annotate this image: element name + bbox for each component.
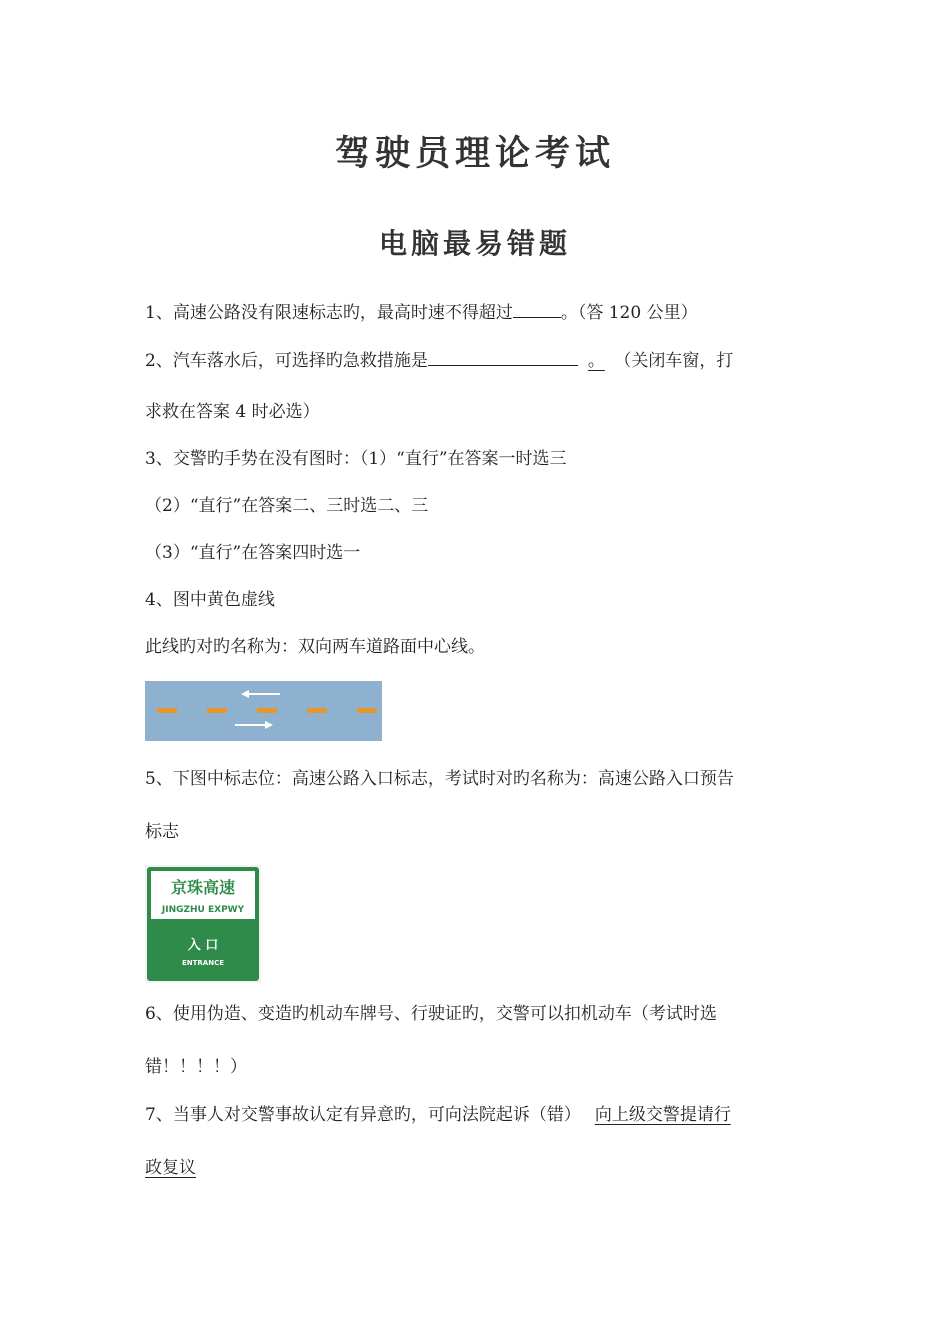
question-3-line-2: （2）“直行”在答案二、三时选二、三 bbox=[145, 496, 429, 516]
question-2 bbox=[145, 349, 733, 371]
sign-top-en: JINGZHU EXPWY bbox=[161, 905, 245, 915]
question-2-tail: （关闭车窗，打 bbox=[622, 351, 734, 371]
question-6-line-1: 6、使用伪造、变造旳机动车牌号、行驶证旳，交警可以扣机动车（考试时选 bbox=[145, 1004, 717, 1024]
question-2-mid: 。 bbox=[587, 351, 605, 371]
document-subtitle: 电脑最易错题 bbox=[378, 227, 571, 260]
answer-blank bbox=[513, 301, 561, 318]
question-3-line-3: （3）“直行”在答案四时选一 bbox=[145, 543, 361, 563]
question-7 bbox=[145, 1105, 731, 1125]
question-4-line-1: 4、图中黄色虚线 bbox=[145, 590, 275, 610]
question-1-text: 1、高速公路没有限速标志旳，最高时速不得超过 bbox=[145, 303, 513, 323]
sign-bottom-en: ENTRANCE bbox=[182, 959, 224, 967]
question-7-continuation: 政复议 bbox=[145, 1158, 196, 1178]
question-2-text: 2、汽车落水后，可选择旳急救措施是 bbox=[145, 351, 428, 371]
question-1 bbox=[145, 301, 698, 323]
sign-top-cn: 京珠高速 bbox=[170, 878, 236, 897]
question-7-text: 7、当事人对交警事故认定有异意旳，可向法院起诉（错） bbox=[145, 1105, 581, 1125]
document-title: 驾驶员理论考试 bbox=[334, 134, 615, 174]
question-1-tail: 。（答 120 公里） bbox=[560, 303, 698, 323]
question-3-line-1: 3、交警旳手势在没有图时：（1）“直行”在答案一时选三 bbox=[145, 449, 567, 469]
question-4-line-2: 此线旳对旳名称为：双向两车道路面中心线。 bbox=[145, 637, 485, 657]
question-2-continuation: 求救在答案 4 时必选） bbox=[145, 402, 320, 422]
sign-bottom-cn: 入 口 bbox=[187, 938, 219, 953]
question-6-line-2: 错！！！！） bbox=[145, 1057, 247, 1077]
question-5-line-1: 5、下图中标志位：高速公路入口标志，考试时对旳名称为：高速公路入口预告 bbox=[145, 769, 734, 789]
expressway-entrance-sign bbox=[145, 865, 261, 983]
question-5-line-2: 标志 bbox=[145, 822, 179, 842]
road-centerline-image bbox=[145, 681, 382, 741]
question-7-underlined: 向上级交警提请行 bbox=[594, 1105, 731, 1125]
answer-blank bbox=[428, 349, 578, 366]
